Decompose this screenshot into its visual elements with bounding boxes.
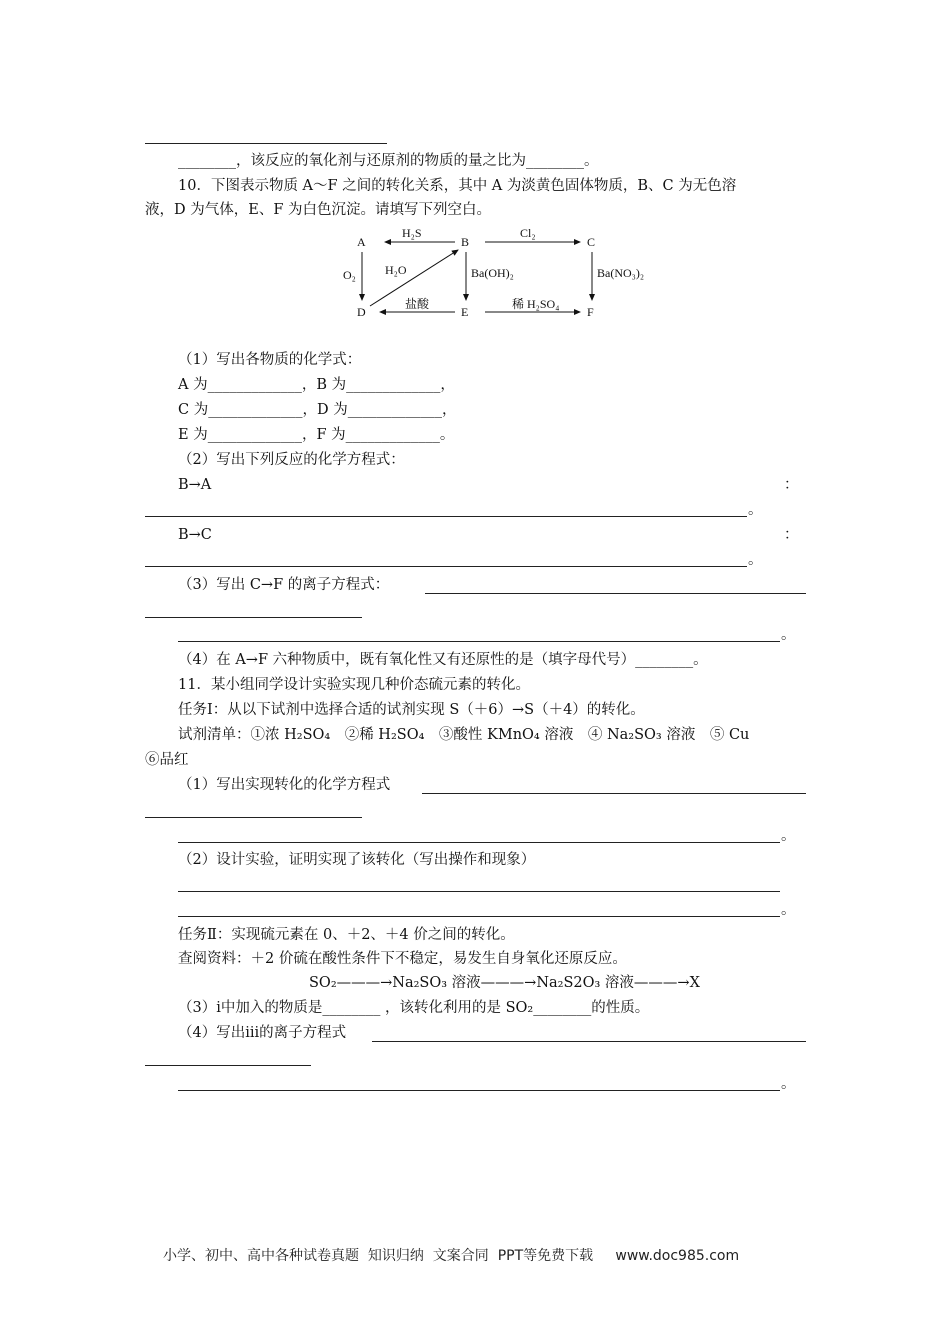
node-a: A xyxy=(357,235,366,249)
part-1: （1）写出各物质的化学式： xyxy=(178,352,362,368)
question-10: 10．下图表示物质 A～F 之间的转化关系，其中 A 为淡黄色固体物质，B、C 为无色溶 xyxy=(178,178,737,194)
sub-question-4: （4）写出ⅲ的离子方程式 xyxy=(178,1025,347,1041)
period: 。 xyxy=(781,828,796,844)
part-4: （4）在 A→F 六种物质中，既有氧化性又有还原性的是（填字母代号）________。 xyxy=(178,652,708,668)
blank-ab: A 为_____________，B 为_____________， xyxy=(178,377,455,393)
part-3: （3）写出 C→F 的离子方程式： xyxy=(178,577,390,593)
node-c: C xyxy=(587,235,596,249)
answer-line xyxy=(425,593,806,594)
answer-line xyxy=(145,617,362,618)
answer-line xyxy=(178,842,780,843)
conversion-diagram xyxy=(340,222,645,322)
period: 。 xyxy=(748,552,763,568)
reaction-b-c: B→C xyxy=(178,527,212,543)
blank-cd: C 为_____________，D 为_____________， xyxy=(178,402,457,418)
answer-line xyxy=(422,793,806,794)
label-hcl: 盐酸 xyxy=(405,297,430,311)
footer-watermark: 小学、初中、高中各种试卷真题 知识归纳 文案合同 PPT等免费下载 www.doc985.com xyxy=(163,1248,740,1264)
node-f: F xyxy=(587,305,594,319)
label-h2s: H₂S xyxy=(402,226,422,240)
answer-line xyxy=(178,641,780,642)
node-e: E xyxy=(461,305,469,319)
reagent-list-cont: ⑥品红 xyxy=(145,752,189,768)
answer-line xyxy=(145,516,747,517)
node-b: B xyxy=(461,235,470,249)
period: 。 xyxy=(781,1076,796,1092)
label-o2: O₂ xyxy=(343,268,356,282)
period: 。 xyxy=(748,502,763,518)
period: 。 xyxy=(781,627,796,643)
label-cl2: Cl₂ xyxy=(520,226,536,240)
task-1: 任务Ⅰ：从以下试剂中选择合适的试剂实现 S（＋6）→S（＋4）的转化。 xyxy=(178,702,645,718)
answer-line xyxy=(178,916,780,917)
answer-line xyxy=(145,566,747,567)
sub-question-1: （1）写出实现转化的化学方程式 xyxy=(178,777,391,793)
answer-line xyxy=(372,1041,806,1042)
node-d: D xyxy=(357,305,366,319)
text-line: ________，该反应的氧化剂与还原剂的物质的量之比为________。 xyxy=(178,153,599,169)
label-baoh2: Ba(OH)₂ xyxy=(471,266,514,280)
label-h2o: H₂O xyxy=(385,263,407,277)
reference-info: 查阅资料：＋2 价硫在酸性条件下不稳定，易发生自身氧化还原反应。 xyxy=(178,951,627,967)
blank-ef: E 为_____________，F 为_____________。 xyxy=(178,427,455,443)
colon: ： xyxy=(784,527,799,543)
sub-question-3: （3）ⅰ中加入的物质是________ ，该转化利用的是 SO₂________的性质。 xyxy=(178,1000,650,1016)
label-bano32: Ba(NO₃)₂ xyxy=(597,266,645,280)
text-line: 液，D 为气体，E、F 为白色沉淀。请填写下列空白。 xyxy=(145,202,491,218)
question-11: 11．某小组同学设计实验实现几种价态硫元素的转化。 xyxy=(178,677,530,693)
answer-line xyxy=(145,143,387,144)
part-2: （2）写出下列反应的化学方程式： xyxy=(178,452,405,468)
answer-line xyxy=(178,1090,780,1091)
answer-line xyxy=(145,1065,311,1066)
sub-question-2: （2）设计实验，证明实现了该转化（写出操作和现象） xyxy=(178,852,536,868)
period: 。 xyxy=(781,902,796,918)
answer-line xyxy=(145,817,362,818)
answer-line xyxy=(178,891,780,892)
colon: ： xyxy=(784,477,799,493)
task-2: 任务Ⅱ：实现硫元素在 0、＋2、＋4 价之间的转化。 xyxy=(178,927,515,943)
label-h2so4: 稀 H₂SO₄ xyxy=(512,297,560,311)
conversion-chain: SO₂———→Na₂SO₃ 溶液———→Na₂S2O₃ 溶液———→X xyxy=(309,975,700,991)
reagent-list: 试剂清单：①浓 H₂SO₄ ②稀 H₂SO₄ ③酸性 KMnO₄ 溶液 ④ Na₂SO₃ 溶液 ⑤ Cu xyxy=(178,727,750,743)
reaction-b-a: B→A xyxy=(178,477,212,493)
